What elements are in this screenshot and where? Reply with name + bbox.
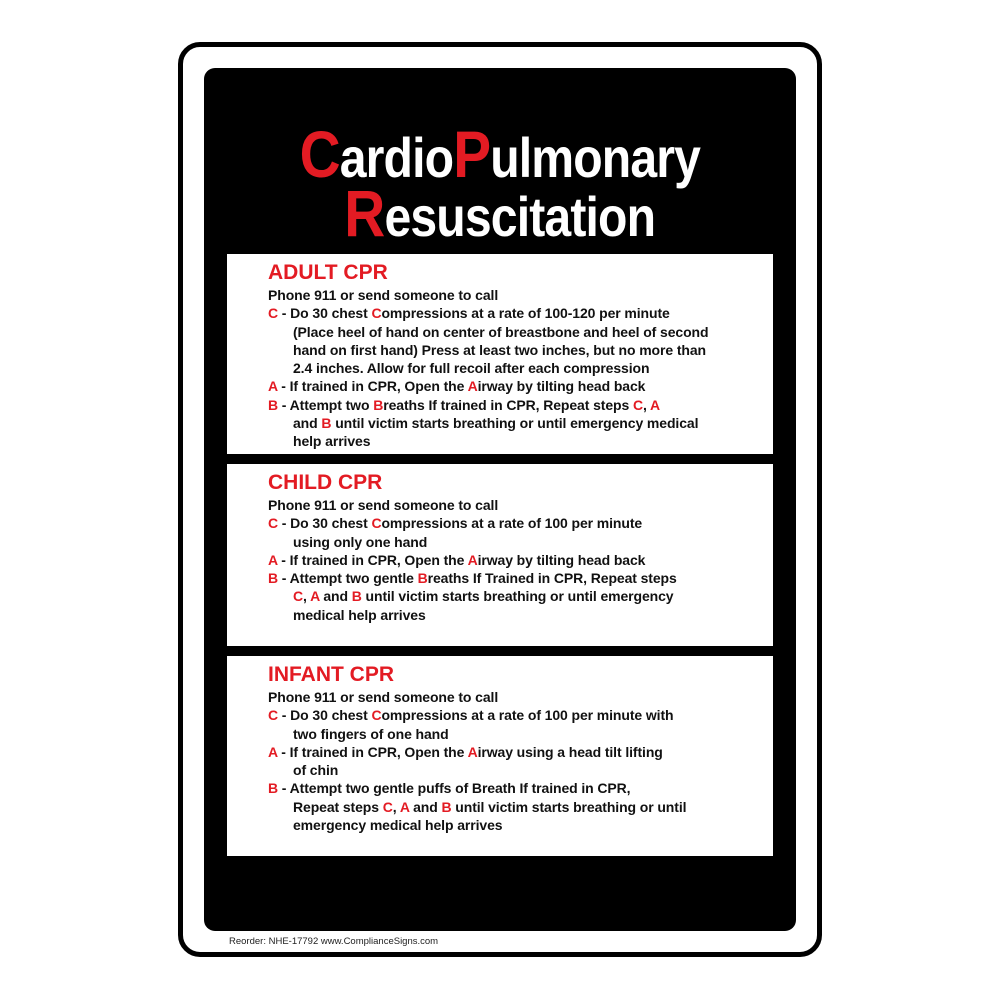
step-text: medical help arrives <box>293 606 426 623</box>
section-infant-cpr <box>227 656 773 856</box>
step-text: emergency medical help arrives <box>293 817 503 834</box>
section-steps <box>268 688 773 834</box>
step-text: - If trained in CPR, Open the <box>277 551 468 568</box>
reorder-footer: Reorder: NHE-17792 www.ComplianceSigns.com <box>229 936 439 947</box>
step-text: help arrives <box>293 433 371 450</box>
step-text: Phone 911 or send someone to call <box>268 497 499 513</box>
step-text: and <box>319 588 352 605</box>
step-line <box>268 414 773 432</box>
step-line <box>268 304 773 322</box>
step-text: , <box>303 588 311 605</box>
step-letter: C <box>371 707 382 724</box>
step-text: Phone 911 or send someone to call <box>268 689 499 705</box>
step-text: , <box>392 798 400 815</box>
step-text: - Do 30 chest <box>278 305 372 322</box>
title-line-2 <box>0 176 1000 250</box>
step-letter: C <box>268 305 279 322</box>
step-text: - If trained in CPR, Open the <box>277 378 468 395</box>
step-letter: B <box>351 588 362 605</box>
section-adult-cpr <box>227 254 773 454</box>
step-text: - If trained in CPR, Open the <box>277 743 468 760</box>
title-initial-letter: R <box>344 176 385 250</box>
step-letter: A <box>467 743 478 760</box>
step-letter: B <box>321 415 332 432</box>
title-text: ulmonary <box>490 126 701 189</box>
step-letter: C <box>268 707 279 724</box>
step-text: - Attempt two gentle <box>278 570 418 587</box>
step-line <box>268 496 773 514</box>
step-letter: A <box>467 551 478 568</box>
step-letter: B <box>373 396 384 413</box>
step-letter: C <box>371 515 382 532</box>
section-steps <box>268 286 773 451</box>
step-text: Phone 911 or send someone to call <box>268 287 499 303</box>
section-heading: CHILD CPR <box>268 471 383 494</box>
step-text: (Place heel of hand on center of breastbone and heel of second <box>293 323 709 340</box>
step-text: ompressions at a rate of 100 per minute <box>381 515 643 532</box>
step-text: 2.4 inches. Allow for full recoil after each compression <box>293 360 650 377</box>
step-text: and <box>409 798 442 815</box>
step-line <box>268 779 773 797</box>
step-text: irway by tilting head back <box>477 378 646 395</box>
title-initial-letter: C <box>299 117 340 191</box>
step-text: two fingers of one hand <box>293 725 449 742</box>
step-letter: A <box>268 743 278 760</box>
step-letter: C <box>632 396 643 413</box>
step-text: - Do 30 chest <box>278 707 372 724</box>
step-text: Repeat steps <box>293 798 383 815</box>
step-line <box>268 359 773 377</box>
step-text: , <box>642 396 651 413</box>
section-child-cpr <box>227 464 773 646</box>
step-letter: C <box>268 515 279 532</box>
step-line <box>268 725 773 743</box>
step-line <box>268 286 773 304</box>
section-heading: ADULT CPR <box>268 261 388 284</box>
step-line <box>268 432 773 450</box>
step-line <box>268 816 773 834</box>
step-text: and <box>293 415 322 432</box>
step-letter: A <box>268 378 278 395</box>
step-line <box>268 323 773 341</box>
step-line <box>268 761 773 779</box>
step-line <box>268 377 773 395</box>
section-steps <box>268 496 773 624</box>
step-letter: A <box>268 551 278 568</box>
title-text: ardio <box>339 126 454 189</box>
step-text: ompressions at a rate of 100 per minute with <box>381 707 674 724</box>
step-letter: C <box>382 798 393 815</box>
step-text: irway by tilting head back <box>477 551 646 568</box>
step-line <box>268 569 773 587</box>
step-text: - Attempt two <box>278 396 374 413</box>
step-letter: A <box>650 396 661 413</box>
step-letter: B <box>268 780 279 797</box>
step-line <box>268 798 773 816</box>
title-line-1 <box>0 117 1000 191</box>
step-letter: A <box>399 798 410 815</box>
step-line <box>268 533 773 551</box>
step-line <box>268 587 773 605</box>
step-line <box>268 743 773 761</box>
step-letter: B <box>441 798 452 815</box>
step-line <box>268 551 773 569</box>
step-line <box>268 606 773 624</box>
step-letter: B <box>417 570 428 587</box>
step-text: ompressions at a rate of 100-120 per minute <box>381 305 670 322</box>
step-text: reaths If Trained in CPR, Repeat steps <box>427 570 677 587</box>
step-text: until victim starts breathing or until <box>451 798 687 815</box>
step-line <box>268 396 773 414</box>
step-line <box>268 706 773 724</box>
step-text: using only one hand <box>293 533 428 550</box>
step-text: of chin <box>293 762 339 779</box>
step-letter: C <box>371 305 382 322</box>
step-letter: A <box>310 588 320 605</box>
step-letter: B <box>268 570 279 587</box>
step-line <box>268 688 773 706</box>
step-text: hand on first hand) Press at least two inches, but no more than <box>293 341 706 358</box>
step-text: - Attempt two gentle puffs of Breath If trained in CPR, <box>278 780 631 797</box>
title-text: esuscitation <box>384 185 656 248</box>
step-letter: C <box>293 588 304 605</box>
title-line-2-text <box>344 176 656 250</box>
step-text: until victim starts breathing or until emergency <box>361 588 674 605</box>
step-line <box>268 341 773 359</box>
step-letter: A <box>467 378 478 395</box>
step-letter: B <box>268 396 279 413</box>
section-heading: INFANT CPR <box>268 663 394 686</box>
step-line <box>268 514 773 532</box>
step-text: until victim starts breathing or until emergency medical <box>331 415 699 432</box>
step-text: - Do 30 chest <box>278 515 372 532</box>
step-text: reaths If trained in CPR, Repeat steps <box>383 396 633 413</box>
step-text: irway using a head tilt lifting <box>477 743 663 760</box>
title-initial-letter: P <box>453 117 491 191</box>
